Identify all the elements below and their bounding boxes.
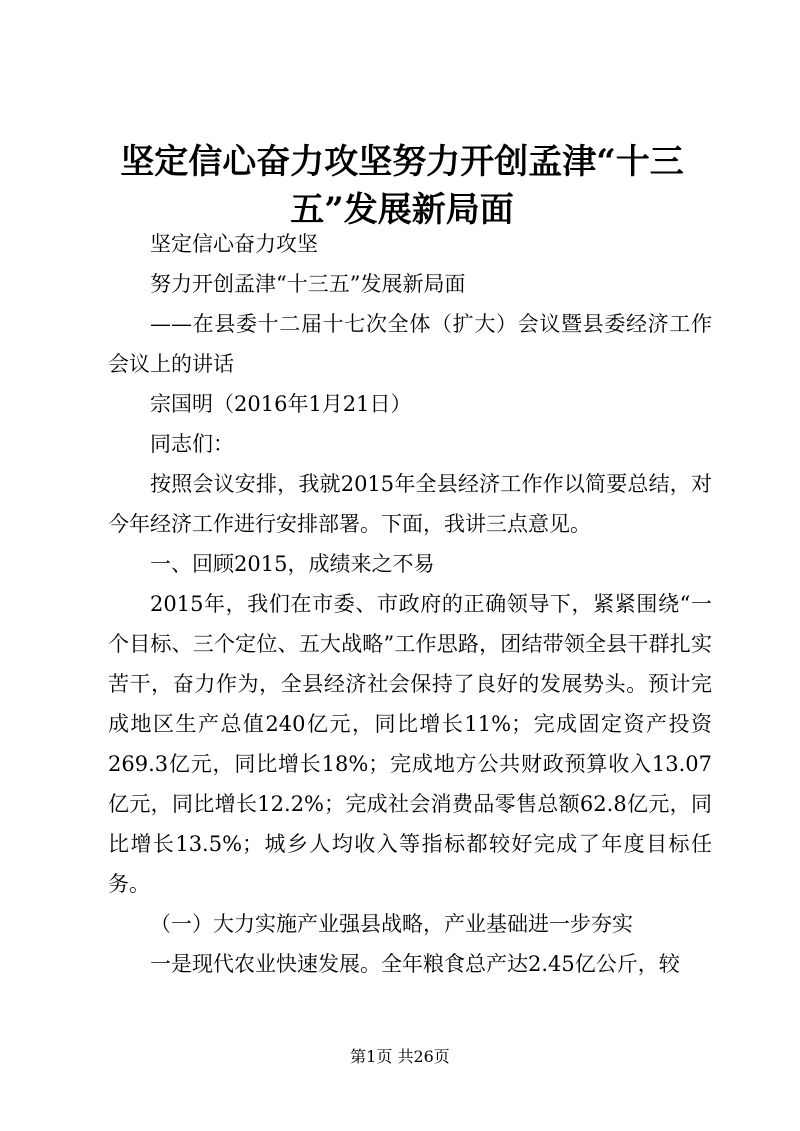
body-paragraph: 坚定信心奋力攻坚	[150, 232, 318, 256]
body-paragraph: ——在县委十二届十七次全体（扩大）会议暨县委经济工作会议上的讲话	[108, 312, 712, 376]
body-paragraph: 宗国明（2016年1月21日）	[150, 392, 412, 416]
page-footer: 第1页 共26页	[350, 1047, 450, 1066]
body-paragraph: 按照会议安排，我就2015年全县经济工作作以简要总结，对今年经济工作进行安排部署。下面，我讲三点意见。	[108, 472, 712, 536]
body-paragraph: 2015年，我们在市委、市政府的正确领导下，紧紧围绕“一个目标、三个定位、五大战略”工作思路，团结带领全县干群扎实苦干，奋力作为，全县经济社会保持了良好的发展势头。预计完成地区生产总值240亿元，同比增长11%；完成固定资产投资269.3亿元，同比增长18%；完成地方公共财政预算收入13.07亿元，同比增长12.2%；完成社会消费品零售总额62.8亿元，同比增长13.5%；城乡人均收入等指标都较好完成了年度目标任务。	[108, 592, 712, 896]
section-heading: 一、回顾2015，成绩来之不易	[150, 552, 435, 576]
document-body	[108, 224, 712, 984]
body-paragraph: 一是现代农业快速发展。全年粮食总产达2.45亿公斤，较	[150, 952, 680, 976]
document-title: 坚定信心奋力攻坚努力开创孟津“十三五”发展新局面	[120, 142, 684, 230]
body-paragraph: 同志们：	[150, 432, 234, 456]
body-paragraph: 努力开创孟津“十三五”发展新局面	[150, 272, 466, 296]
subsection-heading: （一）大力实施产业强县战略，产业基础进一步夯实	[150, 912, 633, 936]
